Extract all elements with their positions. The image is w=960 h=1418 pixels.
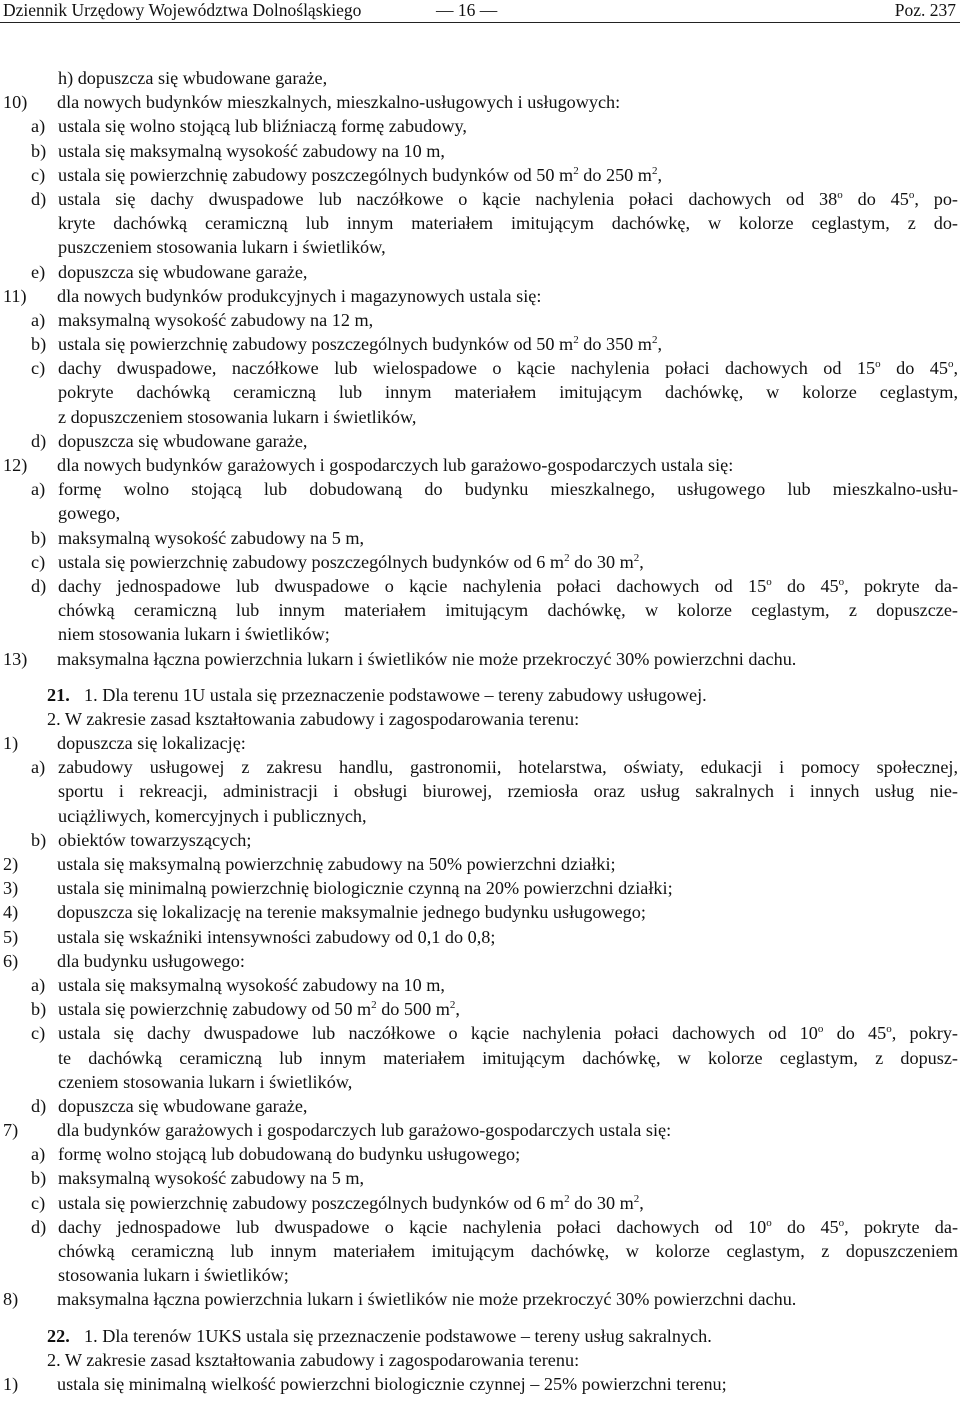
text-line xyxy=(0,828,958,852)
line-text: obiektów towarzyszących; xyxy=(58,829,252,850)
text-line xyxy=(0,235,958,259)
item-label: 2) xyxy=(3,854,19,874)
text-line xyxy=(0,1021,958,1045)
text-line xyxy=(0,1263,958,1287)
line-text: dachy jednospadowe lub dwuspadowe o kącie nachylenia połaci dachowych od 15$^o$ do 45$^o$, pokryte da- xyxy=(58,575,959,596)
header-rule xyxy=(0,22,960,23)
text-line xyxy=(0,900,958,924)
text-line xyxy=(0,429,958,453)
text-line xyxy=(0,1287,958,1311)
text-line xyxy=(0,973,958,997)
item-label: d) xyxy=(31,188,47,209)
text-line xyxy=(0,1094,958,1118)
text-line xyxy=(0,574,958,598)
item-label: b) xyxy=(31,1168,47,1189)
text-line xyxy=(0,1215,958,1239)
line-text: uciążliwych, komercyjnych i publicznych, xyxy=(58,805,367,826)
line-text: gowego, xyxy=(58,503,121,524)
line-text: maksymalną wysokość zabudowy na 12 m, xyxy=(58,309,374,330)
item-label: a) xyxy=(31,1144,46,1165)
line-text: ustala się powierzchnię zabudowy od 50 $m^2$ do 500 $m^2$, xyxy=(58,999,460,1020)
line-text: zabudowy usługowej z zakresu handlu, gastronomii, hotelarstwa, oświaty, edukacji i pomocy społecznej, xyxy=(58,757,958,778)
line-text: puszczeniem stosowania lukarn i świetlików, xyxy=(58,237,386,258)
item-label: d) xyxy=(31,430,47,451)
text-line xyxy=(0,90,958,114)
line-text: dopuszcza się lokalizację na terenie maksymalnie jednego budynku usługowego; xyxy=(57,902,646,923)
text-line xyxy=(0,260,958,284)
line-text: ustala się dachy dwuspadowe lub naczółkowe o kącie nachylenia połaci dachowych od 38$^o$ do 45$^o$, po- xyxy=(58,188,958,209)
line-text: 1. Dla terenu 1U ustala się przeznaczenie podstawowe – tereny zabudowy usługowej. xyxy=(84,684,707,705)
line-text: pokryte dachówką ceramiczną lub innym materiałem imitującym dachówkę, w kolorze ceglastym, xyxy=(58,382,958,403)
line-text: ustala się wskaźniki intensywności zabudowy od 0,1 do 0,8; xyxy=(57,926,496,947)
section-number: 21. xyxy=(47,684,70,705)
item-label: b) xyxy=(31,999,47,1020)
line-text: maksymalną wysokość zabudowy na 5 m, xyxy=(58,527,365,548)
text-line xyxy=(0,707,958,731)
line-text: ustala się maksymalną wysokość zabudowy na 10 m, xyxy=(58,974,445,995)
text-line xyxy=(0,1191,958,1215)
item-label: 5) xyxy=(3,926,19,947)
text-line xyxy=(0,925,958,949)
text-line xyxy=(0,453,958,477)
position-number: Poz. 237 xyxy=(894,0,956,20)
text-line xyxy=(0,380,958,404)
item-label: a) xyxy=(31,974,46,995)
item-label: c) xyxy=(31,1192,46,1213)
line-text: ustala się powierzchnię zabudowy poszczególnych budynków od 6 $m^2$ do 30 $m^2$, xyxy=(58,1192,644,1213)
item-label: d) xyxy=(31,575,47,596)
item-label: a) xyxy=(31,757,46,778)
text-line xyxy=(0,114,958,138)
line-text: chówką ceramiczną lub innym materiałem imitującym dachówkę, w kolorze ceglastym, z dopuszczeniem xyxy=(58,1241,958,1261)
item-label: 4) xyxy=(3,902,19,923)
text-line xyxy=(0,163,958,187)
text-line xyxy=(0,755,958,779)
text-line xyxy=(0,1324,958,1348)
text-line xyxy=(0,284,958,308)
text-line xyxy=(0,66,958,90)
item-label: 12) xyxy=(3,455,28,475)
item-label: a) xyxy=(31,309,46,330)
text-line xyxy=(0,683,958,707)
line-text: ustala się wolno stojącą lub bliźniaczą formę zabudowy, xyxy=(58,116,467,137)
line-text: formę wolno stojącą lub dobudowaną do budynku mieszkalnego, usługowego lub mieszkalno-usłu- xyxy=(58,479,958,500)
section-number: 22. xyxy=(47,1325,70,1346)
line-text: formę wolno stojącą lub dobudowaną do budynku usługowego; xyxy=(58,1144,521,1165)
line-text: ustala się dachy dwuspadowe lub naczółkowe o kącie nachylenia połaci dachowych od 10$^o$ do 45$^o$, pokry- xyxy=(58,1023,958,1044)
text-line xyxy=(0,804,958,828)
line-text: ustala się minimalną powierzchnię biologicznie czynną na 20% powierzchni działki; xyxy=(57,878,673,899)
item-label: b) xyxy=(31,829,47,850)
text-line xyxy=(0,1142,958,1166)
text-line xyxy=(0,1372,958,1396)
item-label: 7) xyxy=(3,1120,19,1141)
text-line xyxy=(0,550,958,574)
line-text: maksymalna łączna powierzchnia lukarn i świetlików nie może przekroczyć 30% powierzchni dachu. xyxy=(57,1289,797,1310)
line-text: niem stosowania lukarn i świetlików; xyxy=(58,624,330,645)
item-label: c) xyxy=(31,358,46,379)
text-line xyxy=(0,731,958,755)
item-label: a) xyxy=(31,479,46,500)
line-text: dopuszcza się wbudowane garaże, xyxy=(58,1095,308,1116)
item-label: 8) xyxy=(3,1289,19,1310)
line-text: ustala się powierzchnię zabudowy poszczególnych budynków od 50 $m^2$ do 350 $m^2$, xyxy=(58,334,662,355)
line-text: czeniem stosowania lukarn i świetlików, xyxy=(58,1071,353,1092)
line-text: dopuszcza się wbudowane garaże, xyxy=(58,430,308,451)
line-text: maksymalną wysokość zabudowy na 5 m, xyxy=(58,1168,365,1189)
line-text: maksymalna łączna powierzchnia lukarn i świetlików nie może przekroczyć 30% powierzchni dachu. xyxy=(57,648,797,669)
line-text: stosowania lukarn i świetlików; xyxy=(58,1265,289,1286)
line-text: ustala się maksymalną wysokość zabudowy na 10 m, xyxy=(58,140,445,161)
publication-title: Dziennik Urzędowy Województwa Dolnośląskiego xyxy=(3,0,362,20)
line-text: te dachówką ceramiczną lub innym materiałem imitującym dachówkę, w kolorze ceglastym, z dopusz- xyxy=(58,1047,958,1068)
text-line xyxy=(0,779,958,803)
line-text: h) dopuszcza się wbudowane garaże, xyxy=(58,68,328,88)
text-line xyxy=(0,405,958,429)
text-line xyxy=(0,949,958,973)
item-label: 1) xyxy=(3,733,19,754)
text-line xyxy=(0,997,958,1021)
line-text: ustala się maksymalną powierzchnię zabudowy na 50% powierzchni działki; xyxy=(57,854,616,874)
line-text: dopuszcza się lokalizację: xyxy=(57,733,246,754)
text-line xyxy=(0,332,958,356)
text-line xyxy=(0,501,958,525)
line-text: 2. W zakresie zasad kształtowania zabudowy i zagospodarowania terenu: xyxy=(47,708,580,729)
text-line xyxy=(0,1070,958,1094)
line-text: ustala się powierzchnię zabudowy poszczególnych budynków od 6 $m^2$ do 30 $m^2$, xyxy=(58,551,644,572)
text-line xyxy=(0,622,958,646)
line-text: dla budynków garażowych i gospodarczych lub garażowo-gospodarczych ustala się: xyxy=(57,1120,672,1141)
line-text: dachy dwuspadowe, naczółkowe lub wielospadowe o kącie nachylenia połaci dachowych od 15$^o$ do 45$^o$, xyxy=(58,358,959,379)
text-line xyxy=(0,1046,958,1070)
line-text: kryte dachówką ceramiczną lub innym materiałem imitującym dachówkę, w kolorze ceglastym, z do- xyxy=(58,213,958,234)
text-line xyxy=(0,1239,958,1263)
line-text: dla nowych budynków produkcyjnych i magazynowych ustala się: xyxy=(57,285,542,306)
text-line xyxy=(0,477,958,501)
text-line xyxy=(0,598,958,622)
text-line xyxy=(0,211,958,235)
item-label: 13) xyxy=(3,648,28,669)
line-text: dla nowych budynków garażowych i gospodarczych lub garażowo-gospodarczych ustala się: xyxy=(57,455,734,475)
item-label: c) xyxy=(31,551,46,572)
item-label: e) xyxy=(31,261,46,282)
item-label: 6) xyxy=(3,950,19,971)
item-label: b) xyxy=(31,527,47,548)
item-label: 1) xyxy=(3,1373,19,1394)
text-line xyxy=(0,1118,958,1142)
paragraph-gap xyxy=(0,1312,958,1324)
item-label: c) xyxy=(31,1023,46,1044)
page-header xyxy=(0,0,960,24)
item-label: 11) xyxy=(3,285,27,306)
line-text: dla nowych budynków mieszkalnych, mieszkalno-usługowych i usługowych: xyxy=(57,92,621,113)
document-body xyxy=(0,66,958,1396)
line-text: dla budynku usługowego: xyxy=(57,950,245,971)
paragraph-gap xyxy=(0,671,958,683)
text-line xyxy=(0,1348,958,1372)
text-line xyxy=(0,852,958,876)
line-text: dopuszcza się wbudowane garaże, xyxy=(58,261,308,282)
item-label: c) xyxy=(31,164,46,185)
text-line xyxy=(0,187,958,211)
item-label: d) xyxy=(31,1095,47,1116)
item-label: b) xyxy=(31,334,47,355)
text-line xyxy=(0,1166,958,1190)
line-text: 2. W zakresie zasad kształtowania zabudowy i zagospodarowania terenu: xyxy=(47,1349,580,1370)
text-line xyxy=(0,356,958,380)
item-label: d) xyxy=(31,1216,47,1237)
text-line xyxy=(0,876,958,900)
item-label: a) xyxy=(31,116,46,137)
text-line xyxy=(0,308,958,332)
line-text: chówką ceramiczną lub innym materiałem imitującym dachówkę, w kolorze ceglastym, z dopuszcze- xyxy=(58,600,958,621)
item-label: 3) xyxy=(3,878,19,899)
line-text: sportu i rekreacji, administracji i obsługi biurowej, rzemiosła oraz usług sakralnych i innych usług nie- xyxy=(58,781,958,802)
line-text: ustala się powierzchnię zabudowy poszczególnych budynków od 50 $m^2$ do 250 $m^2$, xyxy=(58,164,662,185)
line-text: ustala się minimalną wielkość powierzchni biologicznie czynnej – 25% powierzchni terenu; xyxy=(57,1373,727,1394)
line-text: 1. Dla terenów 1UKS ustala się przeznaczenie podstawowe – tereny usług sakralnych. xyxy=(84,1325,712,1346)
text-line xyxy=(0,647,958,671)
item-label: 10) xyxy=(3,92,28,113)
page-number: — 16 — xyxy=(436,0,498,20)
text-line xyxy=(0,526,958,550)
item-label: b) xyxy=(31,140,47,161)
line-text: z dopuszczeniem stosowania lukarn i świetlików, xyxy=(58,406,417,427)
text-line xyxy=(0,139,958,163)
line-text: dachy jednospadowe lub dwuspadowe o kącie nachylenia połaci dachowych od 10$^o$ do 45$^o$, pokryte da- xyxy=(58,1216,959,1237)
